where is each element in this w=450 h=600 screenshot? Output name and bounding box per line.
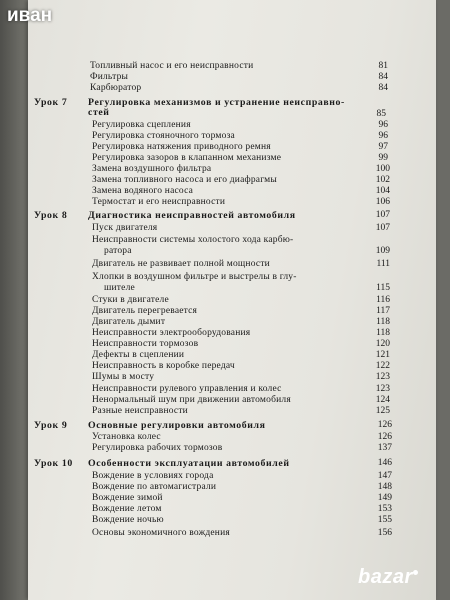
toc-entry-cont: шителе [104,283,135,293]
toc-entry: Вождение зимой [92,493,163,503]
toc-entry: Ненормальный шум при движении автомобиля [92,395,291,405]
toc-page-number: 121 [375,350,390,360]
toc-page-number: 111 [376,259,390,269]
toc-entry: Термостат и его неисправности [92,197,226,207]
toc-lesson-title-cont: стей [88,107,110,118]
toc-page-number: 118 [376,328,390,338]
toc-lesson-number: Урок 9 [34,420,68,431]
toc-page-number: 124 [375,395,390,405]
toc-page-number: 117 [376,306,390,316]
toc-entry: Разные неисправности [92,406,188,416]
toc-entry: Регулировка натяжения приводного ремня [92,142,271,152]
toc-entry: Вождение ночью [92,515,164,525]
toc-page-number: 126 [377,420,392,430]
toc-entry-cont: ратора [104,246,132,256]
toc-page-number: 148 [377,482,392,492]
toc-lesson-number: Урок 8 [34,210,68,221]
toc-page-number: 107 [375,223,390,233]
toc-page-number: 155 [377,515,392,525]
toc-page-number: 153 [377,504,392,514]
toc-page-number: 156 [377,528,392,538]
toc-page-number: 96 [378,131,388,141]
toc-entry: Замена водяного насоса [92,186,194,196]
toc-page-number: 81 [378,61,388,71]
toc-page-number: 126 [377,432,392,442]
toc-entry: Установка колес [92,432,161,442]
toc-entry: Стуки в двигателе [92,295,169,305]
toc-entry: Неисправности электрооборудования [92,328,251,338]
toc-page-number: 149 [377,493,392,503]
toc-entry: Фильтры [90,72,129,82]
toc-page-number: 147 [377,471,392,481]
toc-entry: Вождение по автомагистрали [92,482,217,492]
toc-page-number: 125 [375,406,390,416]
toc-entry: Регулировка рабочих тормозов [92,443,223,453]
toc-entry: Шумы в мосту [92,372,155,382]
toc-page-number: 120 [375,339,390,349]
toc-entry: Вождение в условиях города [92,471,214,481]
toc-entry: Неисправности тормозов [92,339,199,349]
toc-lesson-title: Основные регулировки автомобиля [88,420,266,431]
toc-page-number: 123 [375,372,390,382]
toc-page-number: 102 [375,175,390,185]
toc-entry: Регулировка сцепления [92,120,191,130]
toc-entry: Неисправность в коробке передач [92,361,235,371]
toc-page-number: 106 [375,197,390,207]
toc-entry: Дефекты в сцеплении [92,350,185,360]
toc-page-number: 123 [375,384,390,394]
toc-entry: Карбюратор [90,83,142,93]
toc-entry: Пуск двигателя [92,223,158,233]
toc-entry: Регулировка зазоров в клапанном механизме [92,153,282,163]
toc-entry: Неисправности системы холостого хода карбю- [92,235,294,245]
toc-entry: Топливный насос и его неисправности [90,61,254,71]
toc-page-number: 115 [376,283,390,293]
toc-page-number: 97 [378,142,388,152]
toc-page-number: 109 [375,246,390,256]
toc-entry: Замена топливного насоса и его диафрагмы [92,175,277,185]
toc-lesson-number: Урок 7 [34,97,68,108]
toc-lesson-title: Диагностика неисправностей автомобиля [88,210,296,221]
watermark-username: иван [7,5,53,26]
toc-entry: Замена воздушного фильтра [92,164,212,174]
toc-page-number: 84 [378,83,388,93]
toc-entry: Регулировка стояночного тормоза [92,131,235,141]
toc-page-number: 118 [376,317,390,327]
toc-page-number: 100 [375,164,390,174]
toc-entry: Вождение летом [92,504,162,514]
toc-page-number: 137 [377,443,392,453]
toc-page-number: 84 [378,72,388,82]
toc-lesson-number: Урок 10 [34,458,73,469]
toc-lesson-title: Особенности эксплуатации автомобилей [88,458,290,469]
toc-entry: Двигатель не развивает полной мощности [92,259,270,269]
toc-page-number: 116 [376,295,390,305]
toc-page-number: 107 [375,210,390,220]
toc-page-number: 104 [375,186,390,196]
toc-lesson-title: Регулировка механизмов и устранение неисправно- [88,97,345,108]
toc-entry: Неисправности рулевого управления и колес [92,384,282,394]
toc-page-number: 85 [376,109,386,119]
toc-page-number: 99 [378,153,388,163]
toc-entry: Хлопки в воздушном фильтре и выстрелы в глу- [92,272,297,282]
toc-page-number: 146 [377,458,392,468]
toc-entry: Двигатель дымит [92,317,166,327]
toc-page-number: 122 [375,361,390,371]
toc-page-number: 96 [378,120,388,130]
toc-entry: Двигатель перегревается [92,306,198,316]
bazar-watermark-logo: bazar [358,566,438,590]
toc-entry: Основы экономичного вождения [92,528,230,538]
